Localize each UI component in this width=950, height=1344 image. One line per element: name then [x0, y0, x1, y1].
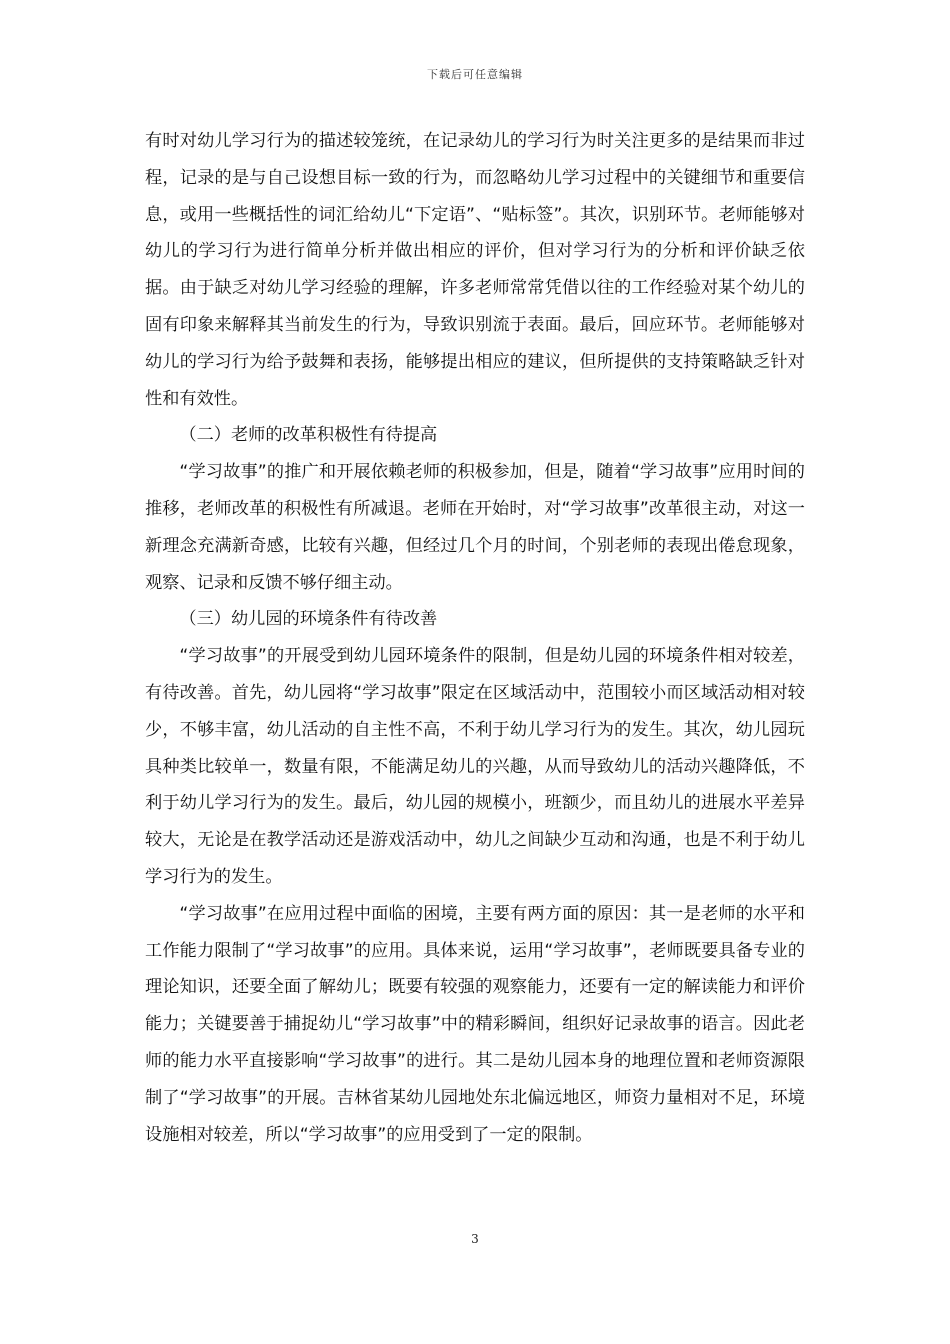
document-body: [145, 123, 805, 1153]
section-heading-2: （二）老师的改革积极性有待提高: [179, 425, 438, 446]
page-number: 3: [471, 1232, 479, 1246]
paragraph-causes: “学习故事”在应用过程中面临的困境，主要有两方面的原因：其一是老师的水平和工作能力限制了“学习故事”的应用。具体来说，运用“学习故事”，老师既要具备专业的理论知识，还要全面了解幼儿；既要有较强的观察能力，还要有一定的解读能力和评价能力；关键要善于捕捉幼儿“学习故事”中的精彩瞬间，组织好记录故事的语言。因此老师的能力水平直接影响“学习故事”的进行。其二是幼儿园本身的地理位置和老师资源限制了“学习故事”的开展。吉林省某幼儿园地处东北偏远地区，师资力量相对不足，环境设施相对较差，所以“学习故事”的应用受到了一定的限制。: [145, 903, 805, 1145]
section-heading-3: （三）幼儿园的环境条件有待改善: [179, 609, 438, 630]
paragraph-teacher-enthusiasm: “学习故事”的推广和开展依赖老师的积极参加，但是，随着“学习故事”应用时间的推移，老师改革的积极性有所减退。老师在开始时，对“学习故事”改革很主动，对这一新理念充满新奇感，比较有兴趣，但经过几个月的时间，个别老师的表现出倦怠现象，观察、记录和反馈不够仔细主动。: [145, 462, 805, 593]
paragraph-environment: “学习故事”的开展受到幼儿园环境条件的限制，但是幼儿园的环境条件相对较差，有待改善。首先，幼儿园将“学习故事”限定在区域活动中，范围较小而区域活动相对较少，不够丰富，幼儿活动的自主性不高，不利于幼儿学习行为的发生。其次，幼儿园玩具种类比较单一，数量有限，不能满足幼儿的兴趣，从而导致幼儿的活动兴趣降低，不利于幼儿学习行为的发生。最后，幼儿园的规模小，班额少，而且幼儿的进展水平差异较大，无论是在教学活动还是游戏活动中，幼儿之间缺少互动和沟通，也是不利于幼儿学习行为的发生。: [145, 646, 805, 887]
page-header: 下载后可任意编辑: [427, 68, 523, 81]
paragraph-continuation: 有时对幼儿学习行为的描述较笼统，在记录幼儿的学习行为时关注更多的是结果而非过程，记录的是与自己设想目标一致的行为，而忽略幼儿学习过程中的关键细节和重要信息，或用一些概括性的词汇给幼儿“下定语”、“贴标签”。其次，识别环节。老师能够对幼儿的学习行为进行简单分析并做出相应的评价，但对学习行为的分析和评价缺乏依据。由于缺乏对幼儿学习经验的理解，许多老师常常凭借以往的工作经验对某个幼儿的固有印象来解释其当前发生的行为，导致识别流于表面。最后，回应环节。老师能够对幼儿的学习行为给予鼓舞和表扬，能够提出相应的建议，但所提供的支持策略缺乏针对性和有效性。: [145, 131, 805, 409]
